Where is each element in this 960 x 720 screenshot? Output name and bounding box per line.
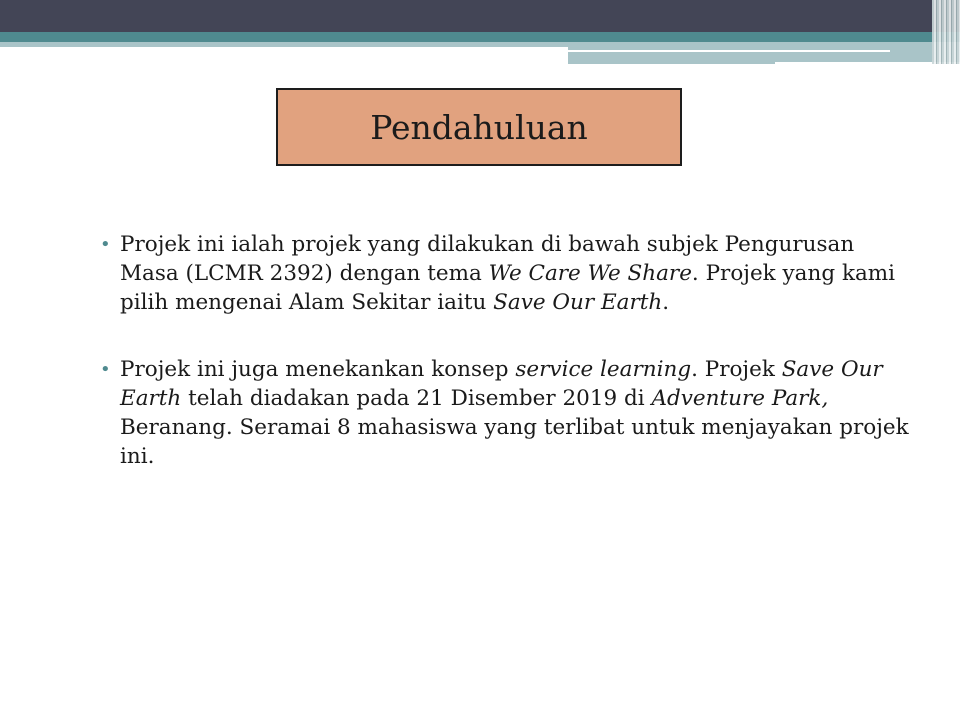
text-segment: Projek ini ialah projek yang dilakukan di bawah subjek Pengurusan Masa (LCMR 2392) dengan tema [120,232,855,286]
bullet-dot-icon: • [100,234,111,255]
right-accent-block [568,42,960,64]
text-segment: telah diadakan pada 21 Disember 2019 di [181,386,652,411]
text-segment-italic: Adventure Park, [651,386,829,411]
light-accent-band [0,42,570,47]
edge-stripes-decoration [932,0,960,64]
bullet-text [120,357,909,469]
text-segment: . [662,290,670,315]
bullet-item [98,230,918,317]
text-segment-italic: Save Our Earth [120,357,883,411]
text-segment: Beranang. Seramai 8 mahasiswa yang terlibat untuk menjayakan projek ini. [120,415,909,469]
slide-content [98,230,918,509]
text-segment-italic: service learning [515,357,692,382]
accent-line [568,50,890,52]
title-box [276,88,682,166]
accent-band [0,32,960,42]
text-segment: . Projek [691,357,782,382]
text-segment: Projek ini juga menekankan konsep [120,357,516,382]
bullet-text [120,232,895,315]
top-header-bar [0,0,960,32]
slide-title: Pendahuluan [370,107,588,147]
bullet-item [98,355,918,471]
bullet-dot-icon: • [100,359,111,380]
text-segment: . Projek yang kami pilih mengenai Alam Sekitar iaitu [120,261,896,315]
text-segment-italic: Save Our Earth [493,290,663,315]
text-segment-italic: We Care We Share [488,261,692,286]
